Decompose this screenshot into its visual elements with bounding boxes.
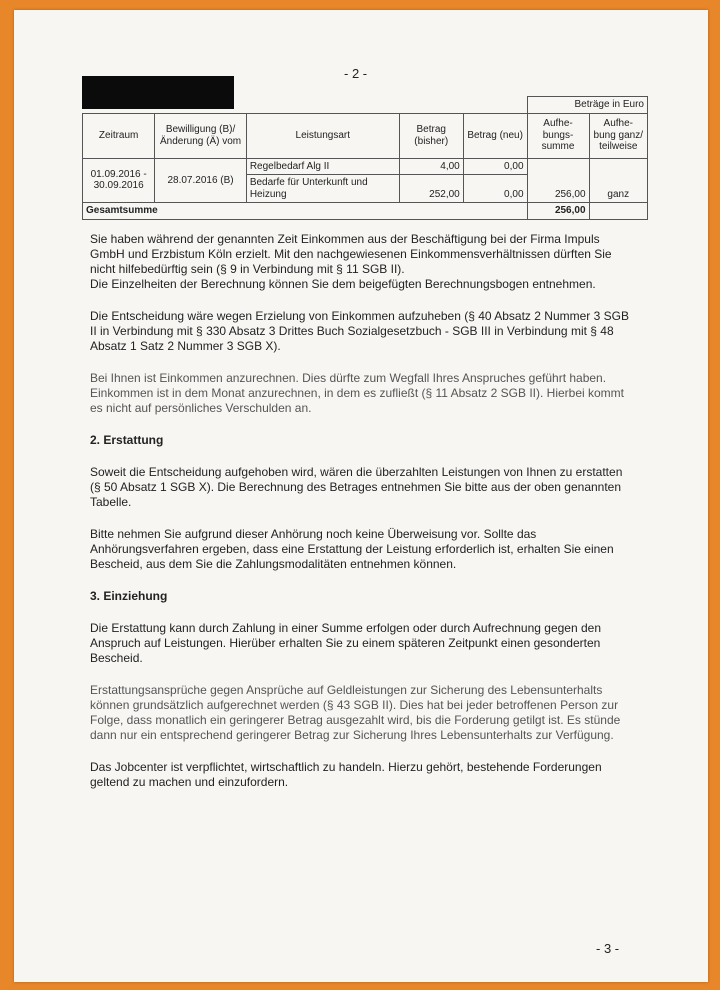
table-row bbox=[83, 158, 648, 175]
zeitraum-end: 30.09.2016 bbox=[93, 180, 144, 192]
table-total-row bbox=[83, 203, 648, 220]
paragraph-offsetting-text: Erstattungsansprüche gegen Ansprüche auf Geldleistungen zur Sicherung des Lebensunterhalts können grundsätzlich aufgerechnet werden (§ 43 SGB II). Dies hat bei jeder betroffenen Person zur Folge, dass monatlich ein geringerer Betrag ausgezahlt wird, bis die Forderung getilgt ist. Es stünde dann nur ein entsprechend geringerer Betrag zur Sicherung Ihres Lebensunterhalts zur Verfügung. bbox=[90, 683, 621, 742]
paragraph-no-transfer: Bitte nehmen Sie aufgrund dieser Anhörung noch keine Überweisung vor. Sollte das Anhörungsverfahren ergeben, dass eine Erstattung der Leistung erforderlich ist, erhalten Sie einen Bescheid, aus dem Sie die Zahlungsmodalitäten entnehmen können. bbox=[90, 527, 614, 571]
total-value: 256,00 bbox=[527, 203, 589, 220]
paragraph-collection: Die Erstattung kann durch Zahlung in einer Summe erfolgen oder durch Aufrechnung gegen den Anspruch auf Leistungen. Hierüber erhalten Sie zu einem späteren Zeitpunkt einen gesonderten Bescheid. bbox=[90, 621, 601, 665]
header-leistungsart: Leistungsart bbox=[246, 113, 399, 158]
cell-neu: 0,00 bbox=[463, 158, 527, 175]
header-zeitraum: Zeitraum bbox=[83, 113, 155, 158]
paragraph-refund: Soweit die Entscheidung aufgehoben wird, wären die überzahlten Leistungen von Ihnen zu erstatten (§ 50 Absatz 1 SGB X). Die Berechnung des Betrages entnehmen Sie bitte aus der oben genannten Tabelle. bbox=[90, 465, 623, 509]
cell-zeitraum bbox=[83, 158, 155, 203]
cell-neu: 0,00 bbox=[463, 175, 527, 203]
letter-body bbox=[90, 232, 630, 807]
page-number-top: - 2 - bbox=[344, 66, 368, 81]
paragraph-income bbox=[90, 232, 630, 292]
paragraph-income-text: Sie haben während der genannten Zeit Einkommen aus der Beschäftigung bei der Firma Impuls GmbH und Erzbistum Köln erzielt. Mit den nachgewiesenen Einkommensverhältnissen dürften Sie nicht hilfebedürftig sein (§ 9 in Verbindung mit § 11 SGB II). bbox=[90, 232, 612, 276]
page-number-bottom: - 3 - bbox=[596, 941, 620, 956]
cell-ganz: ganz bbox=[589, 175, 647, 203]
header-aufhebungssumme: Aufhe- bungs- summe bbox=[527, 113, 589, 158]
cell-leistungsart: Regelbedarf Alg II bbox=[246, 158, 399, 175]
cell-bewilligung: 28.07.2016 (B) bbox=[155, 158, 247, 203]
cell-summe: 256,00 bbox=[527, 175, 589, 203]
header-aufhebung-ganz: Aufhe- bung ganz/ teilweise bbox=[589, 113, 647, 158]
paragraph-offsetting bbox=[90, 683, 630, 743]
paragraph-decision: Die Entscheidung wäre wegen Erzielung von Einkommen aufzuheben (§ 40 Absatz 2 Nummer 3 SGB II in Verbindung mit § 330 Absatz 3 Drittes Buch Sozialgesetzbuch - SGB III in Verbindung mit § 48 Absatz 1 Satz 2 Nummer 3 SGB X). bbox=[90, 309, 629, 353]
amounts-table bbox=[82, 96, 648, 220]
paragraph-jobcenter: Das Jobcenter ist verpflichtet, wirtschaftlich zu handeln. Hierzu gehört, bestehende Forderungen geltend zu machen und einzufordern. bbox=[90, 760, 602, 789]
paragraph-calculation-text: Die Einzelheiten der Berechnung können Sie dem beigefügten Berechnungsbogen entnehmen. bbox=[90, 277, 596, 291]
paragraph-income-counting: Bei Ihnen ist Einkommen anzurechnen. Dies dürfte zum Wegfall Ihres Anspruches geführt haben. Einkommen ist in dem Monat anzurechnen, in dem es zufließt (§ 11 Absatz 2 SGB II). Hierbei kommt es nicht auf persönliches Verschulden an. bbox=[90, 371, 625, 415]
cell-leistungsart: Bedarfe für Unterkunft und Heizung bbox=[246, 175, 399, 203]
header-bewilligung: Bewilligung (B)/ Änderung (Ä) vom bbox=[155, 113, 247, 158]
cell-bisher: 4,00 bbox=[399, 158, 463, 175]
header-betrag-bisher: Betrag (bisher) bbox=[399, 113, 463, 158]
document-page bbox=[14, 10, 708, 982]
total-label: Gesamtsumme bbox=[83, 203, 528, 220]
header-betrag-neu: Betrag (neu) bbox=[463, 113, 527, 158]
cell-ganz bbox=[589, 158, 647, 175]
heading-erstattung: 2. Erstattung bbox=[90, 433, 164, 447]
cell-bisher: 252,00 bbox=[399, 175, 463, 203]
cell-summe bbox=[527, 158, 589, 175]
table-caption-row bbox=[83, 97, 648, 114]
table-header-row bbox=[83, 113, 648, 158]
total-empty bbox=[589, 203, 647, 220]
heading-einziehung: 3. Einziehung bbox=[90, 589, 168, 603]
table-caption: Beträge in Euro bbox=[527, 97, 647, 114]
zeitraum-start: 01.09.2016 - bbox=[90, 168, 147, 180]
